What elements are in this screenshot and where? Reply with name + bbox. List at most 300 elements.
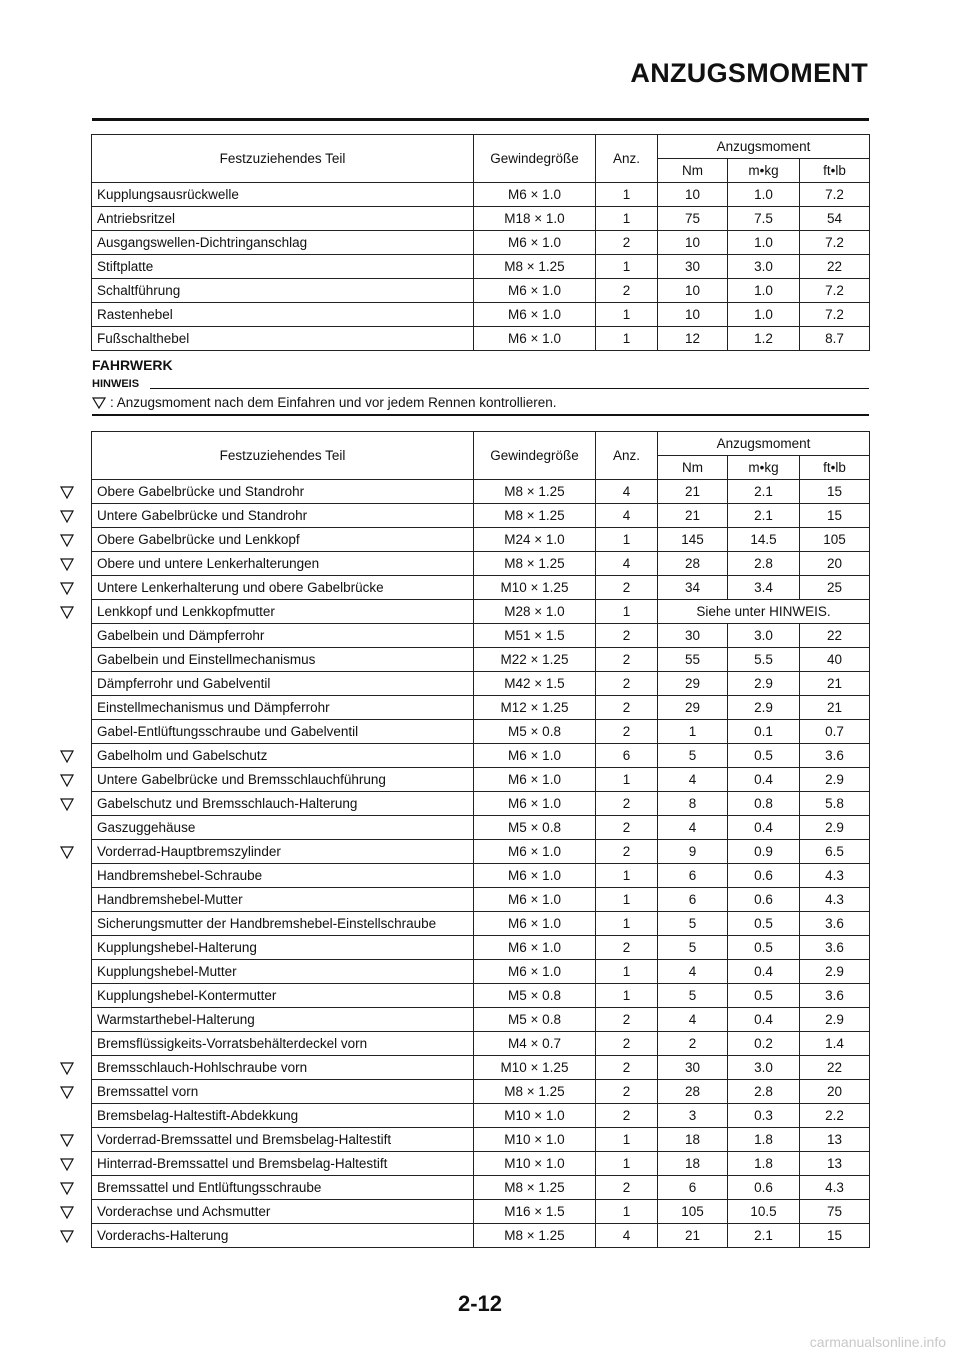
mkg-cell: 0.6 — [728, 888, 800, 912]
header-part: Festzuziehendes Teil — [92, 135, 474, 183]
qty-cell: 2 — [596, 279, 658, 303]
table-row — [92, 864, 870, 888]
thread-cell: M16 × 1.5 — [474, 1200, 596, 1224]
nm-cell: 28 — [658, 1080, 728, 1104]
thread-cell: M8 × 1.25 — [474, 1224, 596, 1248]
thread-cell: M4 × 0.7 — [474, 1032, 596, 1056]
nm-cell: 10 — [658, 231, 728, 255]
header-torque: Anzugsmoment — [658, 432, 870, 456]
mkg-cell: 2.1 — [728, 1224, 800, 1248]
ftlb-cell: 105 — [800, 528, 870, 552]
part-cell: Obere und untere Lenkerhalterungen — [92, 552, 474, 576]
mkg-cell: 0.2 — [728, 1032, 800, 1056]
thread-cell: M5 × 0.8 — [474, 720, 596, 744]
part-cell: Obere Gabelbrücke und Standrohr — [92, 480, 474, 504]
qty-cell: 2 — [596, 1008, 658, 1032]
check-triangle-icon — [59, 486, 75, 500]
part-cell: Vorderrad-Bremssattel und Bremsbelag-Haltestift — [92, 1128, 474, 1152]
thread-cell: M6 × 1.0 — [474, 912, 596, 936]
check-triangle-icon — [59, 1062, 75, 1076]
thread-cell: M6 × 1.0 — [474, 231, 596, 255]
ftlb-cell: 7.2 — [800, 303, 870, 327]
qty-cell: 1 — [596, 183, 658, 207]
nm-cell: 18 — [658, 1128, 728, 1152]
ftlb-cell: 2.9 — [800, 1008, 870, 1032]
part-cell: Sicherungsmutter der Handbremshebel-Einstellschraube — [92, 912, 474, 936]
ftlb-cell: 20 — [800, 1080, 870, 1104]
nm-cell: 10 — [658, 183, 728, 207]
part-cell: Gabelbein und Dämpferrohr — [92, 624, 474, 648]
section-heading: FAHRWERK — [92, 357, 173, 373]
mkg-cell: 0.5 — [728, 912, 800, 936]
thread-cell: M5 × 0.8 — [474, 816, 596, 840]
qty-cell: 4 — [596, 1224, 658, 1248]
mkg-cell: 14.5 — [728, 528, 800, 552]
mkg-cell: 5.5 — [728, 648, 800, 672]
thread-cell: M10 × 1.0 — [474, 1152, 596, 1176]
check-triangle-icon — [59, 846, 75, 860]
part-cell: Hinterrad-Bremssattel und Bremsbelag-Haltestift — [92, 1152, 474, 1176]
note-bottom-rule — [92, 414, 869, 416]
header-torque: Anzugsmoment — [658, 135, 870, 159]
part-cell: Einstellmechanismus und Dämpferrohr — [92, 696, 474, 720]
qty-cell: 2 — [596, 816, 658, 840]
check-triangle-icon — [92, 397, 106, 409]
page-number: 2-12 — [457, 1291, 503, 1316]
thread-cell: M28 × 1.0 — [474, 600, 596, 624]
mkg-cell: 1.0 — [728, 231, 800, 255]
mkg-cell: 1.8 — [728, 1128, 800, 1152]
ftlb-cell: 3.6 — [800, 912, 870, 936]
table-row — [92, 792, 870, 816]
part-cell: Fußschalthebel — [92, 327, 474, 351]
check-triangle-icon — [59, 798, 75, 812]
table-row — [92, 1128, 870, 1152]
mkg-cell: 3.0 — [728, 255, 800, 279]
mkg-cell: 7.5 — [728, 207, 800, 231]
mkg-cell: 0.4 — [728, 816, 800, 840]
mkg-cell: 2.9 — [728, 696, 800, 720]
nm-cell: 145 — [658, 528, 728, 552]
check-triangle-icon — [59, 534, 75, 548]
part-cell: Kupplungshebel-Halterung — [92, 936, 474, 960]
qty-cell: 2 — [596, 840, 658, 864]
qty-cell: 1 — [596, 984, 658, 1008]
table-row — [92, 528, 870, 552]
mkg-cell: 1.0 — [728, 303, 800, 327]
mkg-cell: 0.4 — [728, 960, 800, 984]
ftlb-cell: 22 — [800, 255, 870, 279]
part-cell: Bremssattel vorn — [92, 1080, 474, 1104]
ftlb-cell: 3.6 — [800, 984, 870, 1008]
check-triangle-icon — [59, 1206, 75, 1220]
nm-cell: 5 — [658, 984, 728, 1008]
part-cell: Gabelholm und Gabelschutz — [92, 744, 474, 768]
thread-cell: M6 × 1.0 — [474, 183, 596, 207]
table-row — [92, 576, 870, 600]
check-triangle-icon — [59, 582, 75, 596]
ftlb-cell: 15 — [800, 1224, 870, 1248]
qty-cell: 2 — [596, 672, 658, 696]
nm-cell: 4 — [658, 816, 728, 840]
thread-cell: M8 × 1.25 — [474, 504, 596, 528]
thread-cell: M10 × 1.25 — [474, 1056, 596, 1080]
check-triangle-icon — [59, 1134, 75, 1148]
qty-cell: 2 — [596, 231, 658, 255]
thread-cell: M6 × 1.0 — [474, 792, 596, 816]
ftlb-cell: 54 — [800, 207, 870, 231]
part-cell: Warmstarthebel-Halterung — [92, 1008, 474, 1032]
header-ftlb: ft•lb — [800, 456, 870, 480]
table-row — [92, 624, 870, 648]
part-cell: Bremsbelag-Haltestift-Abdekkung — [92, 1104, 474, 1128]
check-triangle-icon — [59, 1158, 75, 1172]
part-cell: Handbremshebel-Mutter — [92, 888, 474, 912]
table-row — [92, 1032, 870, 1056]
thread-cell: M6 × 1.0 — [474, 768, 596, 792]
table-row — [92, 1224, 870, 1248]
header-part: Festzuziehendes Teil — [92, 432, 474, 480]
ftlb-cell: 75 — [800, 1200, 870, 1224]
ftlb-cell: 1.4 — [800, 1032, 870, 1056]
note-label: HINWEIS — [92, 378, 143, 390]
part-cell: Ausgangswellen-Dichtringanschlag — [92, 231, 474, 255]
header-thread: Gewindegröße — [474, 135, 596, 183]
thread-cell: M18 × 1.0 — [474, 207, 596, 231]
qty-cell: 2 — [596, 1080, 658, 1104]
qty-cell: 1 — [596, 303, 658, 327]
nm-cell: 21 — [658, 504, 728, 528]
qty-cell: 2 — [596, 1104, 658, 1128]
nm-cell: 29 — [658, 696, 728, 720]
qty-cell: 2 — [596, 1176, 658, 1200]
table-row — [92, 1176, 870, 1200]
check-triangle-icon — [59, 750, 75, 764]
thread-cell: M8 × 1.25 — [474, 1176, 596, 1200]
mkg-cell: 3.0 — [728, 1056, 800, 1080]
nm-cell: 4 — [658, 768, 728, 792]
mkg-cell: 0.5 — [728, 936, 800, 960]
header-mkg: m•kg — [728, 159, 800, 183]
nm-cell: 5 — [658, 936, 728, 960]
thread-cell: M12 × 1.25 — [474, 696, 596, 720]
thread-cell: M6 × 1.0 — [474, 744, 596, 768]
nm-cell: 2 — [658, 1032, 728, 1056]
nm-cell: 4 — [658, 1008, 728, 1032]
thread-cell: M8 × 1.25 — [474, 480, 596, 504]
mkg-cell: 1.0 — [728, 279, 800, 303]
part-cell: Kupplungsausrückwelle — [92, 183, 474, 207]
header-thread: Gewindegröße — [474, 432, 596, 480]
qty-cell: 2 — [596, 792, 658, 816]
nm-cell: 105 — [658, 1200, 728, 1224]
ftlb-cell: 2.9 — [800, 768, 870, 792]
thread-cell: M8 × 1.25 — [474, 552, 596, 576]
mkg-cell: 0.6 — [728, 1176, 800, 1200]
table-row — [92, 648, 870, 672]
thread-cell: M6 × 1.0 — [474, 303, 596, 327]
nm-cell: 8 — [658, 792, 728, 816]
thread-cell: M10 × 1.25 — [474, 576, 596, 600]
qty-cell: 2 — [596, 1032, 658, 1056]
table-row — [92, 327, 870, 351]
mkg-cell: 1.2 — [728, 327, 800, 351]
table-row — [92, 183, 870, 207]
thread-cell: M6 × 1.0 — [474, 936, 596, 960]
mkg-cell: 0.5 — [728, 744, 800, 768]
ftlb-cell: 22 — [800, 624, 870, 648]
table-row — [92, 960, 870, 984]
check-triangle-icon — [59, 510, 75, 524]
qty-cell: 2 — [596, 720, 658, 744]
table-row — [92, 768, 870, 792]
mkg-cell: 0.5 — [728, 984, 800, 1008]
mkg-cell: 1.8 — [728, 1152, 800, 1176]
header-qty: Anz. — [596, 135, 658, 183]
nm-cell: 28 — [658, 552, 728, 576]
thread-cell: M8 × 1.25 — [474, 1080, 596, 1104]
ftlb-cell: 6.5 — [800, 840, 870, 864]
thread-cell: M10 × 1.0 — [474, 1128, 596, 1152]
watermark: carmanualsonline.info — [809, 1334, 946, 1350]
mkg-cell: 2.9 — [728, 672, 800, 696]
table-row — [92, 504, 870, 528]
nm-cell: 6 — [658, 864, 728, 888]
mkg-cell: 1.0 — [728, 183, 800, 207]
qty-cell: 1 — [596, 768, 658, 792]
mkg-cell: 10.5 — [728, 1200, 800, 1224]
part-cell: Kupplungshebel-Mutter — [92, 960, 474, 984]
nm-cell: 4 — [658, 960, 728, 984]
part-cell: Kupplungshebel-Kontermutter — [92, 984, 474, 1008]
ftlb-cell: 22 — [800, 1056, 870, 1080]
nm-cell: 3 — [658, 1104, 728, 1128]
part-cell: Handbremshebel-Schraube — [92, 864, 474, 888]
mkg-cell: 2.1 — [728, 480, 800, 504]
part-cell: Gabelschutz und Bremsschlauch-Halterung — [92, 792, 474, 816]
check-triangle-icon — [59, 1182, 75, 1196]
mkg-cell: 0.4 — [728, 768, 800, 792]
header-nm: Nm — [658, 159, 728, 183]
thread-cell: M6 × 1.0 — [474, 864, 596, 888]
part-cell: Stiftplatte — [92, 255, 474, 279]
page-title: ANZUGSMOMENT — [630, 58, 868, 88]
ftlb-cell: 5.8 — [800, 792, 870, 816]
mkg-cell: 0.3 — [728, 1104, 800, 1128]
table-row — [92, 255, 870, 279]
nm-cell: 9 — [658, 840, 728, 864]
part-cell: Bremssattel und Entlüftungsschraube — [92, 1176, 474, 1200]
part-cell: Bremsschlauch-Hohlschraube vorn — [92, 1056, 474, 1080]
note — [92, 395, 557, 410]
nm-cell: 5 — [658, 912, 728, 936]
part-cell: Antriebsritzel — [92, 207, 474, 231]
ftlb-cell: 0.7 — [800, 720, 870, 744]
mkg-cell: 0.6 — [728, 864, 800, 888]
qty-cell: 2 — [596, 696, 658, 720]
part-cell: Untere Gabelbrücke und Standrohr — [92, 504, 474, 528]
part-cell: Gabel-Entlüftungsschraube und Gabelventil — [92, 720, 474, 744]
table-row — [92, 912, 870, 936]
part-cell: Rastenhebel — [92, 303, 474, 327]
nm-cell: 75 — [658, 207, 728, 231]
qty-cell: 1 — [596, 327, 658, 351]
check-triangle-icon — [59, 606, 75, 620]
ftlb-cell: 40 — [800, 648, 870, 672]
note-top-rule — [150, 388, 869, 389]
qty-cell: 6 — [596, 744, 658, 768]
qty-cell: 2 — [596, 936, 658, 960]
header-mkg: m•kg — [728, 456, 800, 480]
nm-cell: 30 — [658, 1056, 728, 1080]
qty-cell: 4 — [596, 504, 658, 528]
nm-cell: 12 — [658, 327, 728, 351]
ftlb-cell: 13 — [800, 1152, 870, 1176]
ftlb-cell: 15 — [800, 480, 870, 504]
mkg-cell: 0.4 — [728, 1008, 800, 1032]
mkg-cell: 0.9 — [728, 840, 800, 864]
qty-cell: 1 — [596, 960, 658, 984]
qty-cell: 1 — [596, 1200, 658, 1224]
ftlb-cell: 2.2 — [800, 1104, 870, 1128]
nm-cell: 21 — [658, 480, 728, 504]
part-cell: Untere Lenkerhalterung und obere Gabelbrücke — [92, 576, 474, 600]
table-row — [92, 672, 870, 696]
qty-cell: 2 — [596, 648, 658, 672]
table-row — [92, 303, 870, 327]
qty-cell: 1 — [596, 600, 658, 624]
ftlb-cell: 21 — [800, 696, 870, 720]
thread-cell: M51 × 1.5 — [474, 624, 596, 648]
nm-cell: 18 — [658, 1152, 728, 1176]
nm-cell: 10 — [658, 303, 728, 327]
mkg-cell: 0.1 — [728, 720, 800, 744]
qty-cell: 1 — [596, 1152, 658, 1176]
table-row — [92, 744, 870, 768]
thread-cell: M6 × 1.0 — [474, 327, 596, 351]
thread-cell: M22 × 1.25 — [474, 648, 596, 672]
ftlb-cell: 4.3 — [800, 888, 870, 912]
thread-cell: M10 × 1.0 — [474, 1104, 596, 1128]
table-row — [92, 600, 870, 624]
qty-cell: 1 — [596, 528, 658, 552]
qty-cell: 1 — [596, 1128, 658, 1152]
nm-cell: 34 — [658, 576, 728, 600]
nm-cell: 6 — [658, 888, 728, 912]
mkg-cell: 3.0 — [728, 624, 800, 648]
nm-cell: 5 — [658, 744, 728, 768]
ftlb-cell: 7.2 — [800, 183, 870, 207]
ftlb-cell: 8.7 — [800, 327, 870, 351]
qty-cell: 4 — [596, 552, 658, 576]
ftlb-cell: 4.3 — [800, 864, 870, 888]
ftlb-cell: 4.3 — [800, 1176, 870, 1200]
thread-cell: M5 × 0.8 — [474, 1008, 596, 1032]
engine-torque-table — [91, 134, 870, 351]
ftlb-cell: 15 — [800, 504, 870, 528]
nm-cell: 55 — [658, 648, 728, 672]
table-row — [92, 480, 870, 504]
qty-cell: 4 — [596, 480, 658, 504]
part-cell: Obere Gabelbrücke und Lenkkopf — [92, 528, 474, 552]
table-row — [92, 840, 870, 864]
qty-cell: 1 — [596, 912, 658, 936]
table-row — [92, 696, 870, 720]
part-cell: Vorderachs-Halterung — [92, 1224, 474, 1248]
check-triangle-icon — [59, 774, 75, 788]
nm-cell: 10 — [658, 279, 728, 303]
thread-cell: M5 × 0.8 — [474, 984, 596, 1008]
ftlb-cell: 20 — [800, 552, 870, 576]
part-cell: Schaltführung — [92, 279, 474, 303]
part-cell: Dämpferrohr und Gabelventil — [92, 672, 474, 696]
thread-cell: M24 × 1.0 — [474, 528, 596, 552]
part-cell: Gaszuggehäuse — [92, 816, 474, 840]
qty-cell: 2 — [596, 624, 658, 648]
ftlb-cell: 25 — [800, 576, 870, 600]
table-row — [92, 1008, 870, 1032]
nm-cell: 29 — [658, 672, 728, 696]
thread-cell: M6 × 1.0 — [474, 840, 596, 864]
part-cell: Vorderachse und Achsmutter — [92, 1200, 474, 1224]
table-row — [92, 279, 870, 303]
check-triangle-icon — [59, 1230, 75, 1244]
nm-cell: 30 — [658, 624, 728, 648]
check-triangle-icon — [59, 558, 75, 572]
table-row — [92, 1200, 870, 1224]
qty-cell: 1 — [596, 888, 658, 912]
header-qty: Anz. — [596, 432, 658, 480]
mkg-cell: 2.1 — [728, 504, 800, 528]
qty-cell: 1 — [596, 255, 658, 279]
qty-cell: 2 — [596, 576, 658, 600]
ftlb-cell: 2.9 — [800, 960, 870, 984]
title-divider — [92, 118, 869, 121]
nm-cell: 21 — [658, 1224, 728, 1248]
header-nm: Nm — [658, 456, 728, 480]
part-cell: Untere Gabelbrücke und Bremsschlauchführung — [92, 768, 474, 792]
note-text: : Anzugsmoment nach dem Einfahren und vor jedem Rennen kontrollieren. — [110, 395, 557, 410]
part-cell: Vorderrad-Hauptbremszylinder — [92, 840, 474, 864]
thread-cell: M42 × 1.5 — [474, 672, 596, 696]
nm-cell: 30 — [658, 255, 728, 279]
table-row — [92, 936, 870, 960]
ftlb-cell: 21 — [800, 672, 870, 696]
ftlb-cell: 3.6 — [800, 744, 870, 768]
mkg-cell: 2.8 — [728, 552, 800, 576]
chassis-torque-table — [91, 431, 870, 1248]
table-row — [92, 1104, 870, 1128]
table-row — [92, 231, 870, 255]
mkg-cell: 3.4 — [728, 576, 800, 600]
qty-cell: 1 — [596, 207, 658, 231]
check-triangle-icon — [59, 1086, 75, 1100]
ftlb-cell: 13 — [800, 1128, 870, 1152]
ftlb-cell: 7.2 — [800, 231, 870, 255]
qty-cell: 2 — [596, 1056, 658, 1080]
table-row — [92, 552, 870, 576]
torque-note-cell: Siehe unter HINWEIS. — [658, 600, 870, 624]
part-cell: Lenkkopf und Lenkkopfmutter — [92, 600, 474, 624]
table-row — [92, 816, 870, 840]
part-cell: Gabelbein und Einstellmechanismus — [92, 648, 474, 672]
table-row — [92, 1056, 870, 1080]
nm-cell: 6 — [658, 1176, 728, 1200]
ftlb-cell: 2.9 — [800, 816, 870, 840]
thread-cell: M8 × 1.25 — [474, 255, 596, 279]
table-row — [92, 1080, 870, 1104]
table-row — [92, 207, 870, 231]
